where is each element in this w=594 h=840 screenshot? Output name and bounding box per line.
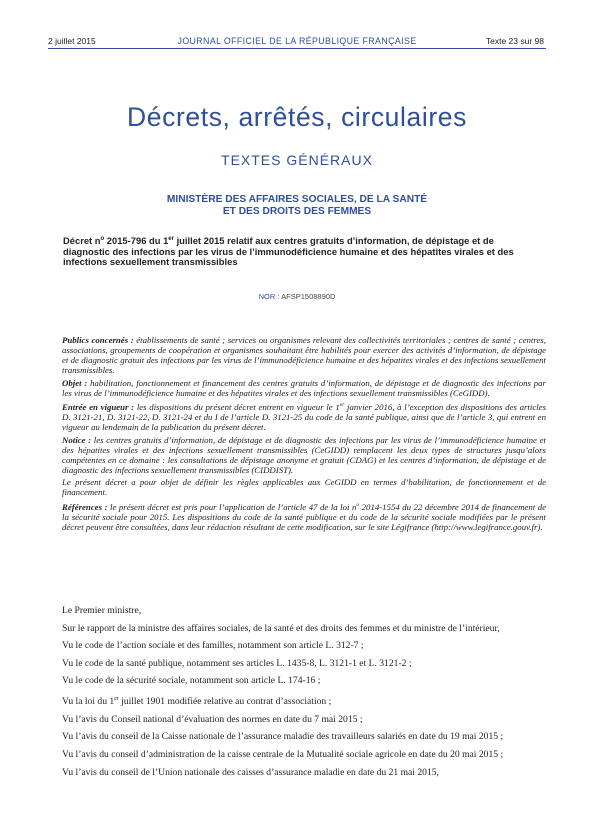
notice-text: les centres gratuits d’information, de dépistage et de diagnostic des infections par les virus de l’immunodéficience humaine et des hépatites virales et des infections sexuellement transmissibles (CeGIDD) remplacent les deux types de structures jusqu’alors compétentes en ce domaine : les consultations de dépistage anonyme et gratuit (CDAG) et les centres d’information, de dépistage et de diagnostic des infections sexuellement transmissibles (CIDDIST). bbox=[62, 434, 546, 475]
summary-publics bbox=[62, 335, 546, 375]
references-text-2: 2014-1554 du 22 décembre 2014 de financement de la sécurité sociale pour 2015. Les dispositions du code de la santé publique et du code de la sécurité sociale modifiées par le présent décret peuvent être consultées, dans leur rédaction résultant de cette modification, sur le site Légifrance (http://www.legifrance.gouv.fr). bbox=[62, 501, 547, 532]
text-number: Texte 23 sur 98 bbox=[485, 36, 544, 46]
body-vu-6: Vu l’avis du conseil de la Caisse nationale de l’assurance maladie des travailleurs salariés en date du 19 mai 2015 ; bbox=[62, 731, 504, 743]
nor-code: AFSP1508890D bbox=[281, 292, 336, 301]
body-vu-3: Vu le code de la sécurité sociale, notamment son article L. 174-16 ; bbox=[62, 675, 321, 687]
body-vu-5: Vu l’avis du Conseil national d’évaluation des normes en date du 7 mai 2015 ; bbox=[62, 713, 363, 725]
nor-label: NOR : bbox=[258, 292, 282, 301]
body-premier-ministre: Le Premier ministre, bbox=[62, 605, 142, 616]
decree-sup-er: er bbox=[168, 236, 174, 242]
journal-name: JOURNAL OFFICIEL DE LA RÉPUBLIQUE FRANÇAISE bbox=[177, 36, 417, 46]
references-label: Références : bbox=[62, 501, 108, 512]
entree-sup: er bbox=[339, 402, 345, 409]
summary-references bbox=[62, 500, 546, 532]
entree-label: Entrée en vigueur : bbox=[62, 402, 135, 413]
notice-label: Notice : bbox=[62, 434, 92, 445]
decree-title-part2: 2015-796 du 1 bbox=[104, 235, 169, 247]
ministry-heading bbox=[0, 194, 594, 218]
summary-objet bbox=[62, 378, 546, 398]
publics-label: Publics concernés : bbox=[62, 335, 134, 345]
objet-text: habilitation, fonctionnement et financement des centres gratuits d’information, de dépistage et de diagnostic des infections par les virus de l’immunodéficience humaine et des hépatites virales et des infections sexuellement transmissibles (CeGIDD). bbox=[62, 377, 546, 398]
publics-text: établissements de santé ; services ou organismes relevant des collectivités territoriales ; centres de santé ; centres, associations, groupements de coopération et organismes souhaitant être habilités pour exercer des activités d’information, de dépistage et de diagnostic gratuit des infections par les virus de l’immunodéficience humaine et des hépatites virales et des infections sexuellement transmissibles. bbox=[62, 335, 546, 375]
body-vu-4-a: Vu la loi du 1 bbox=[62, 696, 115, 708]
section-title: TEXTES GÉNÉRAUX bbox=[221, 152, 373, 168]
body-vu-4 bbox=[62, 694, 548, 708]
summary-objectif: Le présent décret a pour objet de définir les règles applicables aux CeGIDD en termes d’habilitation, de fonctionnement et de financement. bbox=[62, 477, 546, 498]
ministry-line-2: ET DES DROITS DES FEMMES bbox=[222, 206, 372, 217]
decree-title bbox=[63, 234, 541, 268]
body-vu-8: Vu l’avis du conseil de l’Union nationale des caisses d’assurance maladie en date du 21 mai 2015, bbox=[62, 766, 439, 778]
nor-reference bbox=[0, 292, 594, 301]
decree-summary bbox=[62, 335, 546, 534]
body-vu-4-b: juillet 1901 modifiée relative au contrat d’association ; bbox=[118, 696, 332, 708]
body-vu-1: Vu le code de l’action sociale et des familles, notamment son article L. 312-7 ; bbox=[62, 640, 364, 652]
header-rule bbox=[48, 48, 546, 49]
body-vu-7: Vu l’avis du conseil d’administration de la caisse centrale de la Mutualité sociale agricole en date du 20 mai 2015 ; bbox=[62, 748, 504, 760]
decree-title-part1: Décret n bbox=[63, 235, 101, 247]
objet-label: Objet : bbox=[62, 377, 88, 388]
body-vu-4-sup: er bbox=[114, 695, 119, 702]
references-sup: o bbox=[356, 501, 360, 508]
body-rapport: Sur le rapport de la ministre des affaires sociales, de la santé et des droits des femmes et du ministre de l’intérieur, bbox=[62, 622, 500, 634]
ministry-line-1: MINISTÈRE DES AFFAIRES SOCIALES, DE LA SANTÉ bbox=[166, 194, 428, 205]
publication-date: 2 juillet 2015 bbox=[48, 36, 96, 46]
entree-text-1: les dispositions du présent décret entrent en vigueur le 1 bbox=[134, 402, 340, 413]
decree-sup-o: o bbox=[100, 236, 105, 242]
decree-title-part3: juillet 2015 relatif aux centres gratuits d’information, de dépistage et de diagnostic des infections par les virus de l’immunodéficience humaine et des hépatites virales et des infections sexuellement transmissibles bbox=[63, 235, 514, 268]
entree-text-2: janvier 2016, à l’exception des dispositions des articles D. 3121-21, D. 3121-22, D. 3121-24 et du I de l’article D. 3121-25 du code de la santé publique, ainsi que de l’article 3, qui entrent en vigueur au lendemain de la publication du présent décret. bbox=[62, 402, 546, 433]
summary-entree bbox=[62, 400, 546, 432]
page-title: Décrets, arrêtés, circulaires bbox=[127, 102, 467, 132]
decree-body bbox=[62, 606, 548, 785]
references-text-1: le présent décret est pris pour l’application de l’article 47 de la loi n bbox=[107, 501, 357, 512]
body-vu-2: Vu le code de la santé publique, notamment ses articles L. 1435-8, L. 3121-1 et L. 3121-2 ; bbox=[62, 657, 412, 669]
summary-notice bbox=[62, 435, 546, 475]
